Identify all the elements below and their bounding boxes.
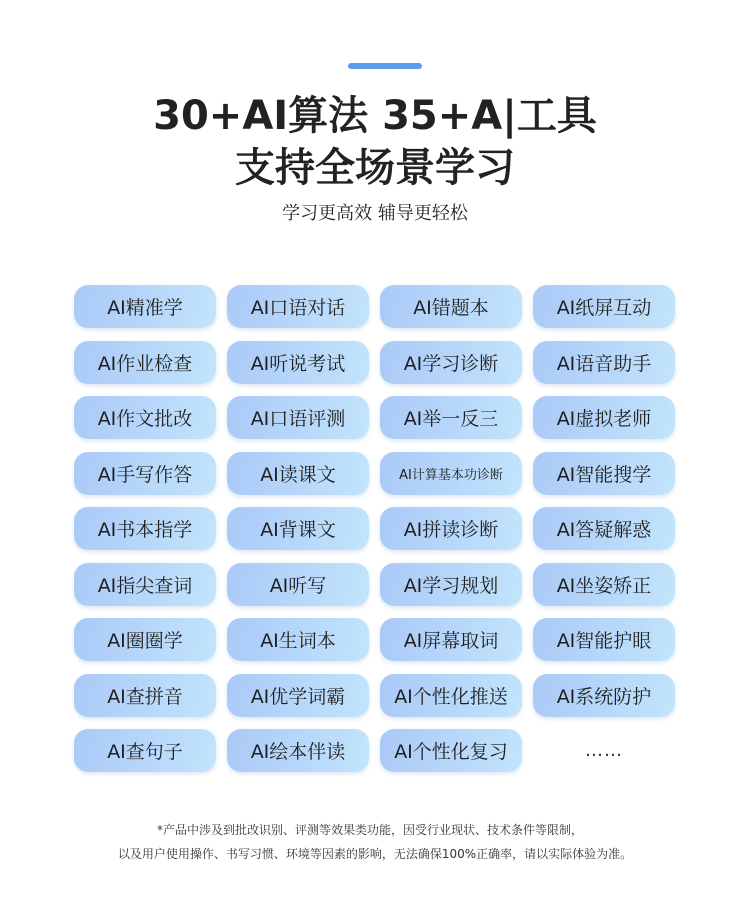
headline-line-1: 30+AI算法 35+A|工具 (153, 93, 597, 139)
top-accent-bar (348, 63, 422, 69)
feature-chip: AI纸屏互动 (533, 285, 675, 328)
feature-chip: AI错题本 (380, 285, 522, 328)
subtitle: 学习更高效 辅导更轻松 (282, 203, 468, 224)
feature-chip: AI个性化复习 (380, 729, 522, 772)
feature-chip: AI坐姿矫正 (533, 563, 675, 606)
feature-chip: AI拼读诊断 (380, 507, 522, 550)
feature-chip: AI虚拟老师 (533, 396, 675, 439)
feature-chip: AI查句子 (74, 729, 216, 772)
feature-chip: AI智能搜学 (533, 452, 675, 495)
feature-chip: AI优学词霸 (227, 674, 369, 717)
feature-grid (74, 285, 674, 772)
feature-chip: AI举一反三 (380, 396, 522, 439)
feature-chip: AI作业检查 (74, 341, 216, 384)
feature-chip: AI作文批改 (74, 396, 216, 439)
feature-chip: AI背课文 (227, 507, 369, 550)
feature-chip: AI答疑解惑 (533, 507, 675, 550)
feature-chip: AI书本指学 (74, 507, 216, 550)
feature-chip: AI屏幕取词 (380, 618, 522, 661)
feature-chip: AI查拼音 (74, 674, 216, 717)
feature-chip: AI个性化推送 (380, 674, 522, 717)
feature-chip: AI学习诊断 (380, 341, 522, 384)
feature-chip: AI口语评测 (227, 396, 369, 439)
feature-chip: AI精准学 (74, 285, 216, 328)
feature-chip: AI读课文 (227, 452, 369, 495)
disclaimer-line-2: 以及用户使用操作、书写习惯、环境等因素的影响，无法确保100%正确率，请以实际体验为准。 (117, 847, 633, 861)
feature-chip: AI口语对话 (227, 285, 369, 328)
feature-chip: AI语音助手 (533, 341, 675, 384)
feature-chip: AI圈圈学 (74, 618, 216, 661)
feature-chip: AI绘本伴读 (227, 729, 369, 772)
disclaimer-line-1: *产品中涉及到批改识别、评测等效果类功能，因受行业现状、技术条件等限制， (156, 823, 583, 837)
feature-chip: AI系统防护 (533, 674, 675, 717)
feature-chip: AI学习规划 (380, 563, 522, 606)
headline-line-2: 支持全场景学习 (235, 145, 515, 191)
feature-chip: AI计算基本功诊断 (380, 452, 522, 495)
feature-chip: AI听写 (227, 563, 369, 606)
more-ellipsis: …… (585, 740, 623, 761)
feature-chip: AI指尖查词 (74, 563, 216, 606)
feature-chip: AI生词本 (227, 618, 369, 661)
feature-chip: AI手写作答 (74, 452, 216, 495)
feature-chip: AI智能护眼 (533, 618, 675, 661)
feature-chip: AI听说考试 (227, 341, 369, 384)
